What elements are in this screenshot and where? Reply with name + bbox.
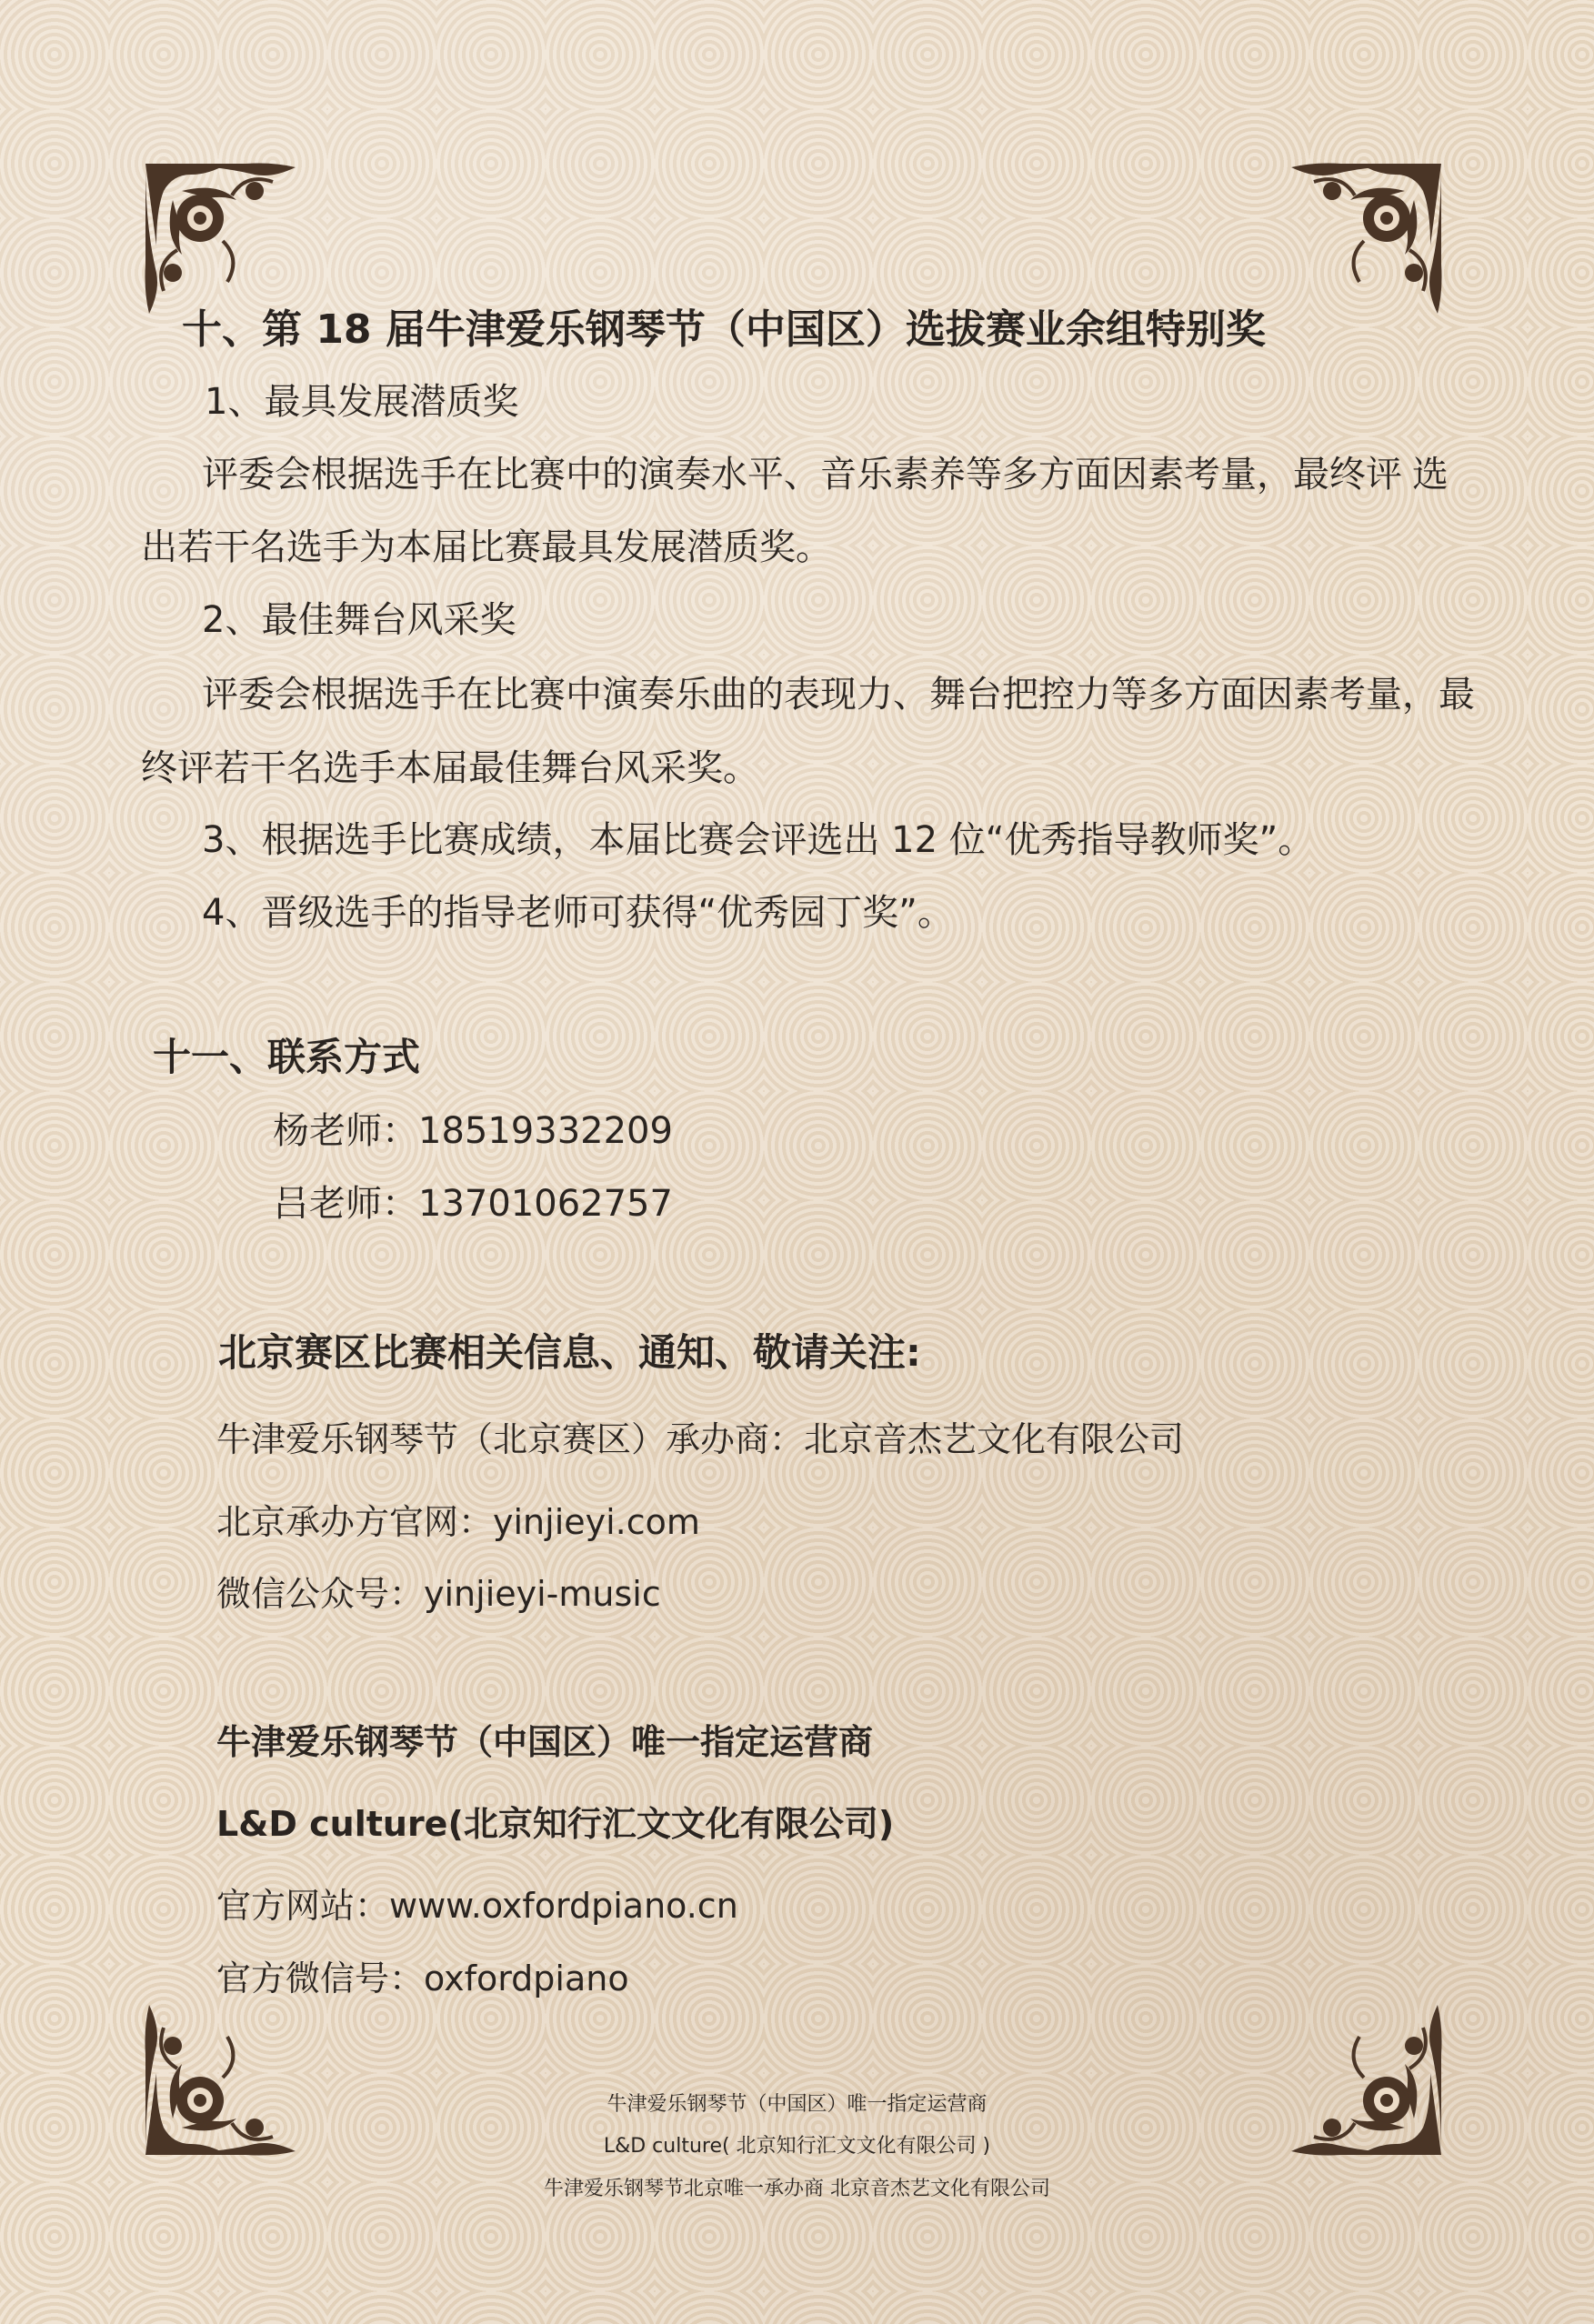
contact-yang: 杨老师：18519332209 [273,1110,673,1152]
operator-line1: 牛津爱乐钢琴节（中国区）唯一指定运营商 [216,1722,874,1762]
operator-line2: L&D culture(北京知行汇文文化有限公司) [216,1804,895,1844]
item1-title: 1、最具发展潜质奖 [205,381,519,423]
item1-body-line1: 评委会根据选手在比赛中的演奏水平、音乐素养等多方面因素考量，最终评 [202,454,1402,496]
item2-body-line2: 终评若干名选手本届最佳舞台风采奖。 [141,747,759,789]
contact-lv: 吕老师：13701062757 [273,1183,673,1225]
beijing-website: 北京承办方官网：yinjieyi.com [216,1502,700,1542]
footer-line3: 牛津爱乐钢琴节北京唯一承办商 北京音杰艺文化有限公司 [544,2178,1050,2200]
item2-body-line1: 评委会根据选手在比赛中演奏乐曲的表现力、舞台把控力等多方面因素考量，最 [202,674,1475,716]
operator-wechat: 官方微信号：oxfordpiano [216,1958,629,1998]
section11-title: 十一、联系方式 [153,1035,421,1079]
corner-ornament-top-right [1278,155,1450,327]
item1-body-line1-end: 选 [1412,454,1449,496]
item2-title: 2、最佳舞台风采奖 [202,599,516,641]
beijing-organizer: 牛津爱乐钢琴节（北京赛区）承办商：北京音杰艺文化有限公司 [216,1419,1185,1459]
beijing-heading: 北京赛区比赛相关信息、通知、敬请关注: [218,1330,921,1375]
item1-body-line2: 出若干名选手为本届比赛最具发展潜质奖。 [141,526,832,568]
section10-title: 十、第 18 届牛津爱乐钢琴节（中国区）选拔赛业余组特别奖 [182,306,1266,353]
item4-text: 4、晋级选手的指导老师可获得“优秀园丁奖”。 [202,892,954,934]
item3-text: 3、根据选手比赛成绩，本届比赛会评选出 12 位“优秀指导教师奖”。 [202,819,1315,861]
footer-line1: 牛津爱乐钢琴节（中国区）唯一指定运营商 [607,2093,987,2116]
footer-line2: L&D culture( 北京知行汇文文化有限公司 ) [603,2135,991,2158]
beijing-wechat: 微信公众号：yinjieyi-music [216,1574,661,1614]
scroll-ornament-icon [1278,155,1450,327]
operator-website: 官方网站：www.oxfordpiano.cn [216,1886,738,1926]
